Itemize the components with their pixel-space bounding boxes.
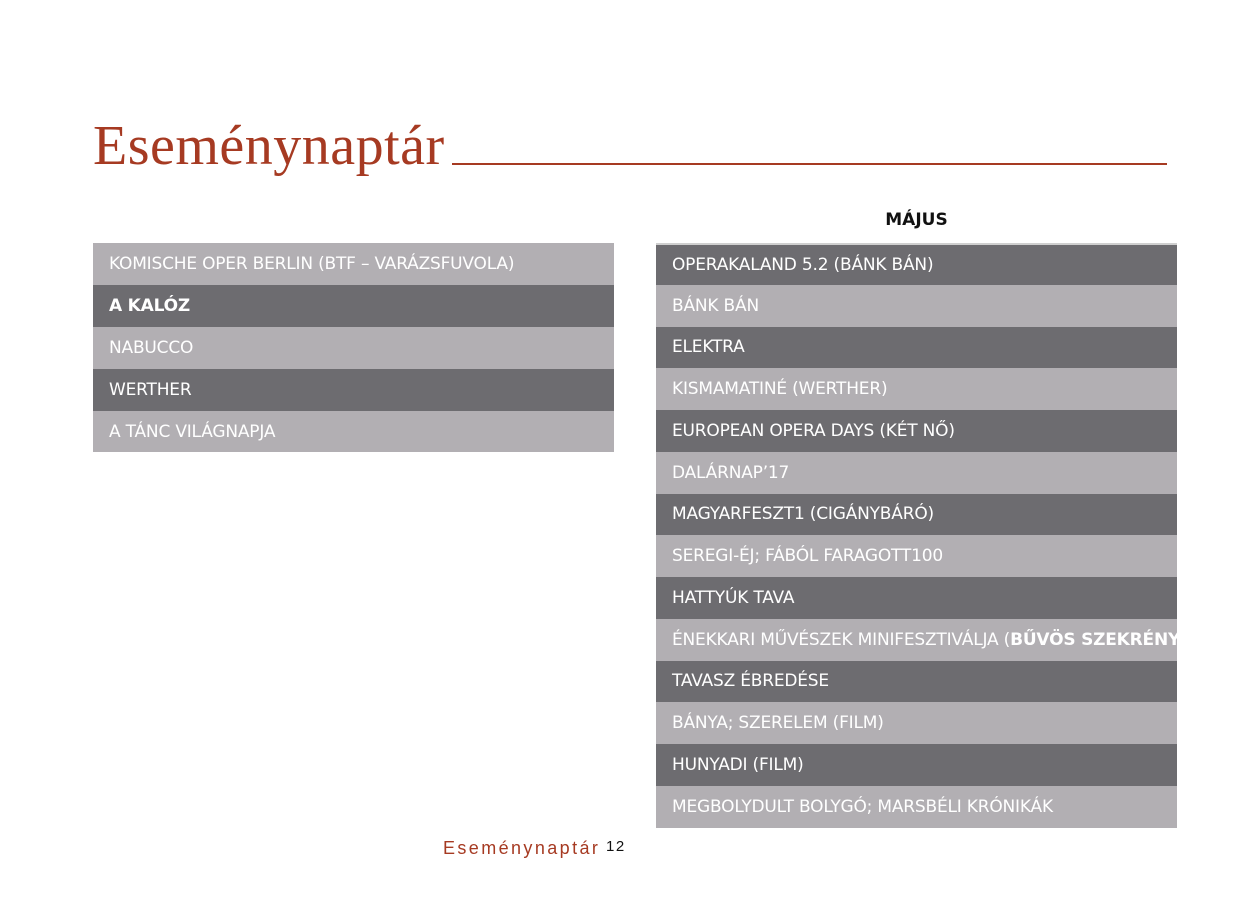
event-title: DALÁRNAP’17 [672, 462, 790, 483]
event-title: KISMAMATINÉ (WERTHER) [672, 379, 888, 400]
event-title: A TÁNC VILÁGNAPJA [109, 421, 276, 442]
event-row [656, 744, 1177, 786]
event-title: A KALÓZ [109, 295, 191, 316]
event-title: HATTYÚK TAVA [672, 587, 795, 608]
event-title: KOMISCHE OPER BERLIN (BTF – VARÁZSFUVOLA) [109, 253, 515, 274]
event-title: EUROPEAN OPERA DAYS (KÉT NŐ) [672, 420, 955, 441]
event-title: BÁNK BÁN [672, 295, 759, 316]
event-title: MEGBOLYDULT BOLYGÓ; MARSBÉLI KRÓNIKÁK [672, 796, 1053, 817]
left-event-list [93, 243, 614, 452]
event-row [656, 285, 1177, 327]
month-heading: MÁJUS [885, 210, 948, 230]
event-row [656, 786, 1177, 828]
event-title: NABUCCO [109, 337, 194, 358]
event-row [656, 327, 1177, 369]
event-title-highlight: BŰVÖS SZEKRÉNY [1010, 629, 1181, 650]
page-number: 12 [606, 838, 626, 855]
event-title: SEREGI-ÉJ; FÁBÓL FARAGOTT100 [672, 546, 943, 567]
event-title-suffix: ) [1180, 629, 1187, 650]
event-row [656, 410, 1177, 452]
event-row [656, 577, 1177, 619]
event-row [93, 369, 614, 411]
event-row [656, 661, 1177, 703]
event-row [656, 368, 1177, 410]
page-title: Eseménynaptár [93, 115, 445, 177]
event-row [656, 452, 1177, 494]
event-title: BÁNYA; SZERELEM (FILM) [672, 713, 884, 734]
footer-title: Eseménynaptár [443, 838, 601, 858]
right-event-list [656, 243, 1187, 828]
event-row [93, 411, 614, 453]
event-title: WERTHER [109, 379, 192, 400]
event-row [93, 243, 614, 285]
event-row [93, 327, 614, 369]
event-title: OPERAKALAND 5.2 (BÁNK BÁN) [672, 254, 934, 275]
title-rule [452, 163, 1167, 165]
event-row [656, 494, 1177, 536]
event-row [656, 702, 1177, 744]
event-row [656, 535, 1177, 577]
event-row [93, 285, 614, 327]
event-title: ÉNEKKARI MŰVÉSZEK MINIFESZTIVÁLJA ( [672, 629, 1011, 650]
event-title: HUNYADI (FILM) [672, 754, 804, 775]
event-title: ELEKTRA [672, 337, 745, 358]
event-row [656, 619, 1187, 661]
event-row [656, 243, 1177, 285]
event-title: TAVASZ ÉBREDÉSE [672, 671, 829, 692]
event-title: MAGYARFESZT1 (CIGÁNYBÁRÓ) [672, 504, 934, 525]
